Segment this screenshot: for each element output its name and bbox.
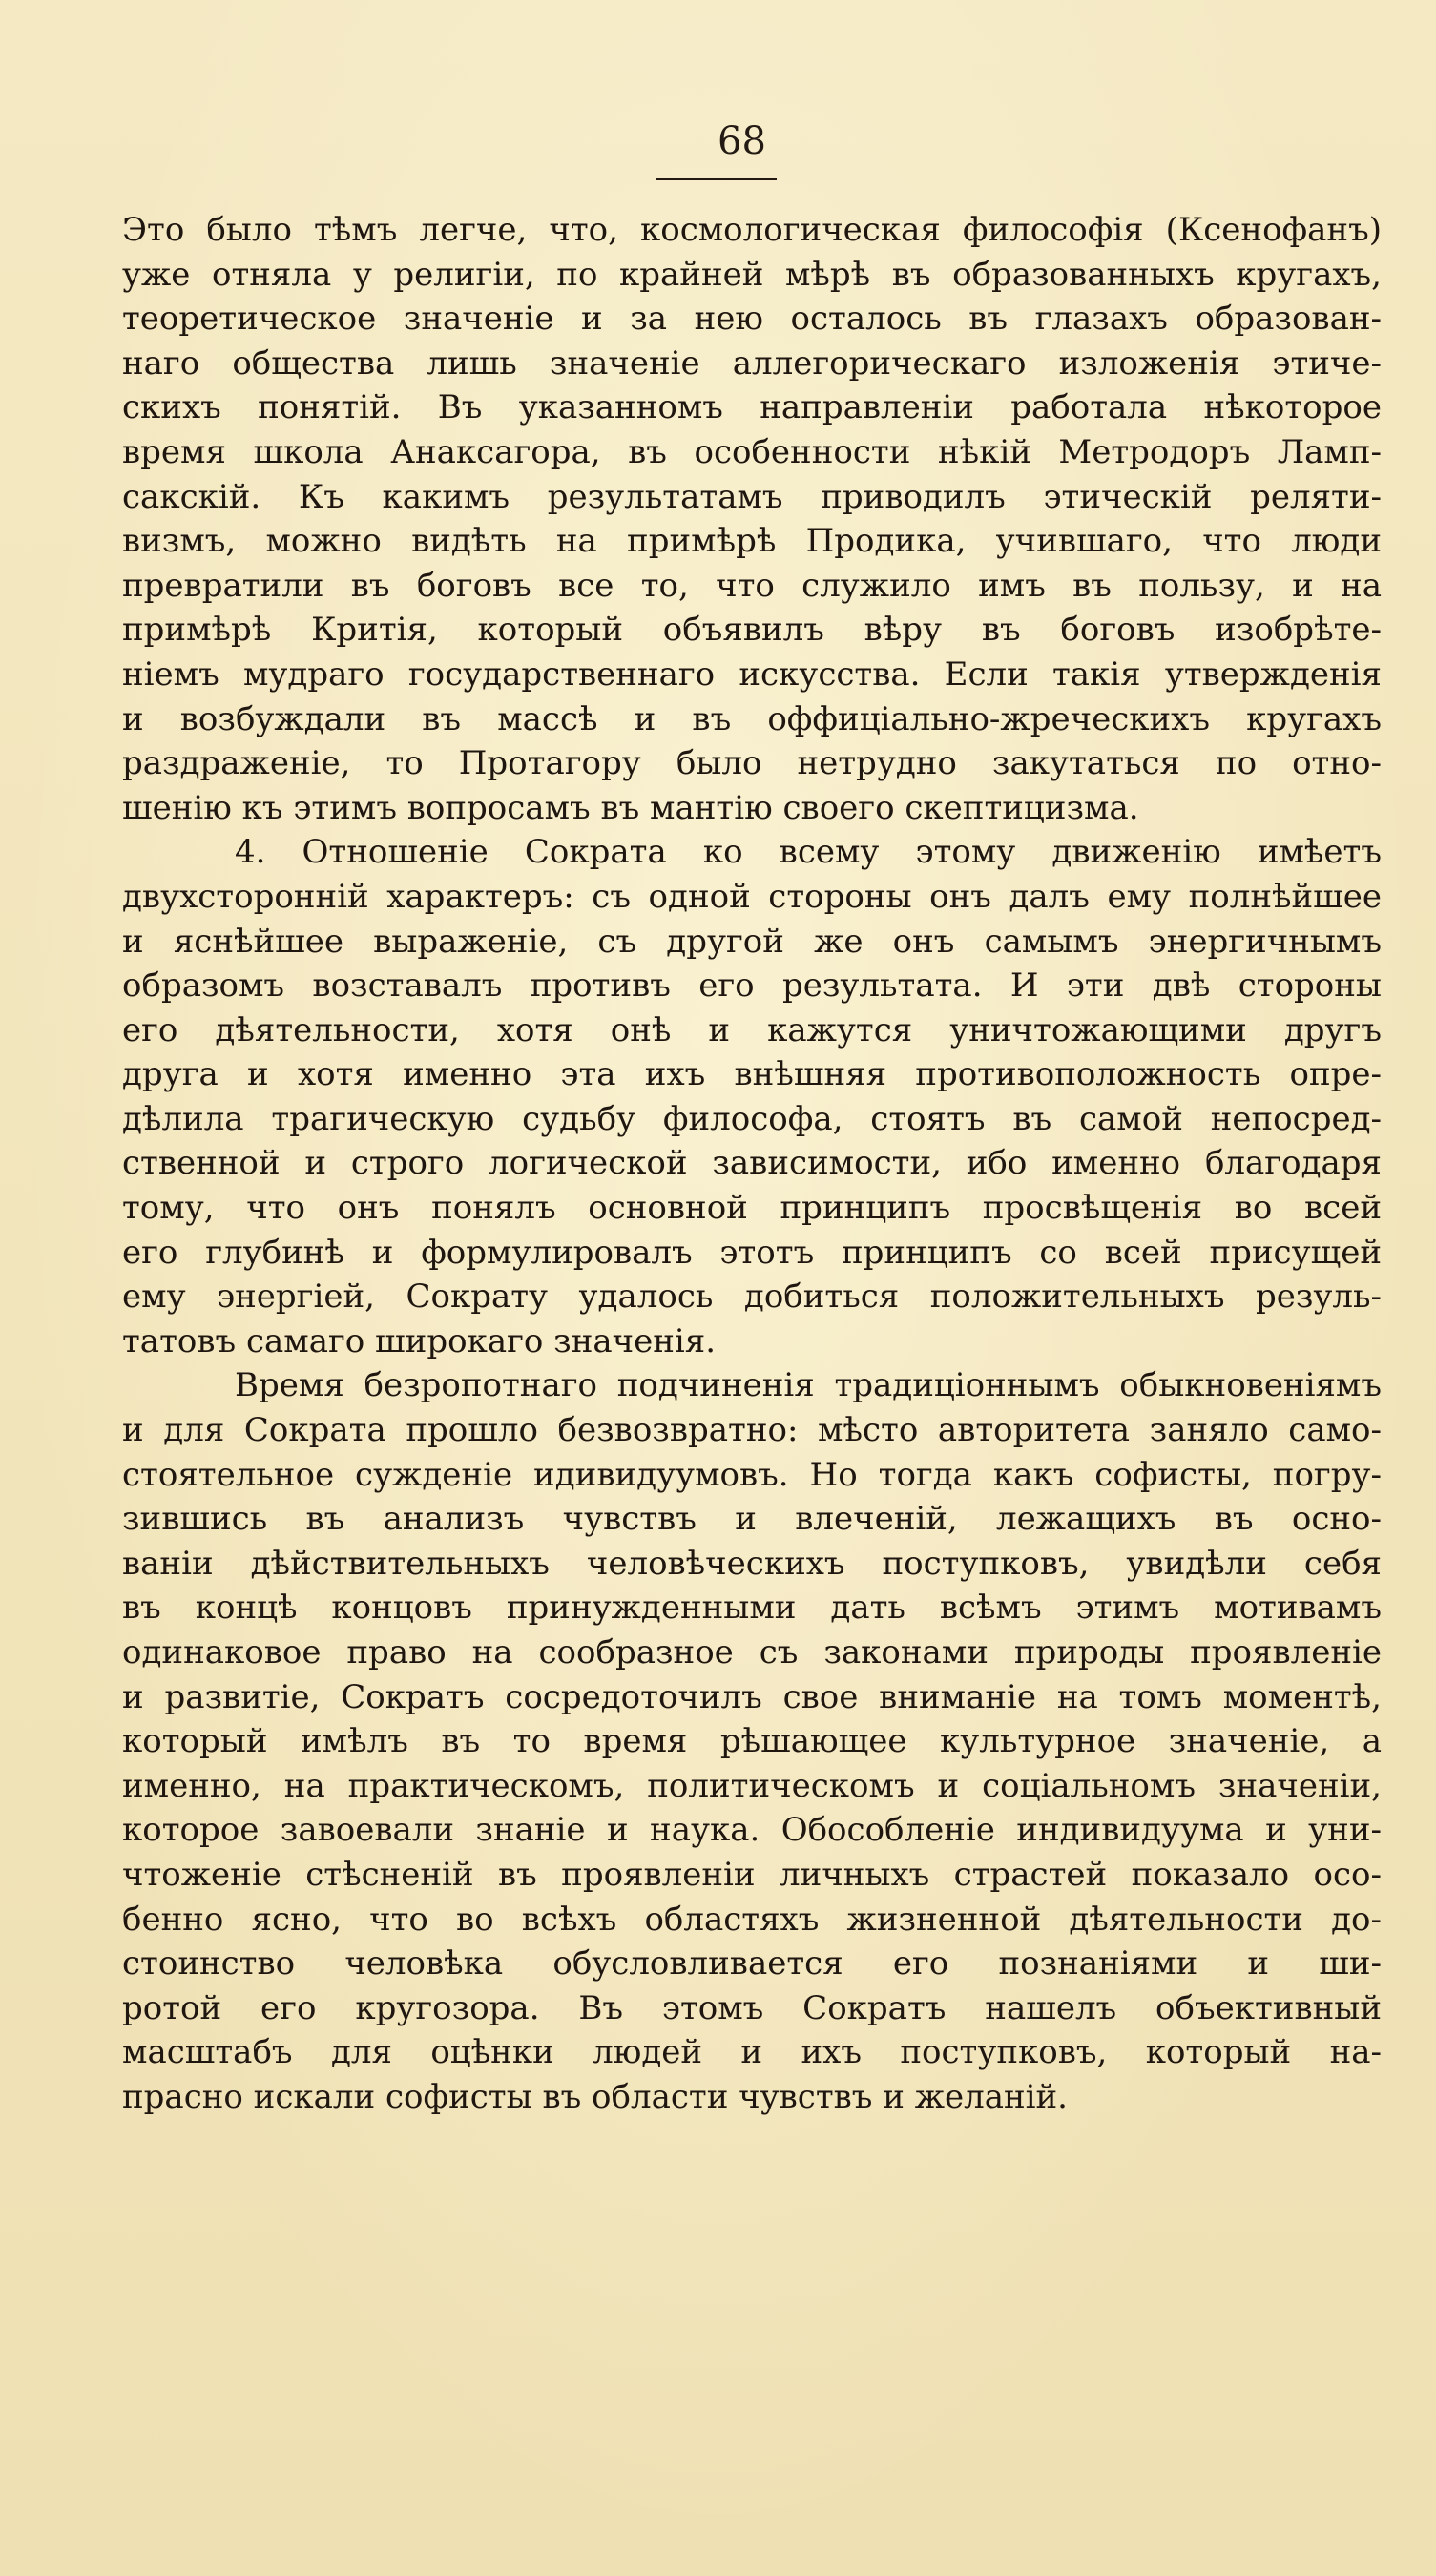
text-line: сакскій. Къ какимъ результатамъ приводилъ этическій реляти- [122, 477, 1382, 516]
text-line: превратили въ боговъ все то, что служило имъ въ пользу, и на [122, 566, 1382, 605]
paragraph-first-line: Время безропотнаго подчиненія традиціоннымъ обыкновеніямъ [235, 1366, 1382, 1405]
text-line: время школа Анаксагора, въ особенности нѣкій Метродоръ Ламп- [122, 432, 1382, 471]
text-line: масштабъ для оцѣнки людей и ихъ поступковъ, который на- [122, 2033, 1382, 2072]
body-text [122, 208, 1382, 2120]
text-line: чтоженіе стѣсненій въ проявленіи личныхъ страстей показало осо- [122, 1855, 1382, 1894]
text-line: дѣлила трагическую судьбу философа, стоятъ въ самой непосред- [122, 1099, 1382, 1138]
text-line: который имѣлъ въ то время рѣшающее культурное значеніе, а [122, 1722, 1382, 1761]
text-line: татовъ самаго широкаго значенія. [122, 1321, 717, 1361]
text-line: друга и хотя именно эта ихъ внѣшняя противоположность опре- [122, 1055, 1382, 1094]
text-line: шенію къ этимъ вопросамъ въ мантію своего скептицизма. [122, 788, 1139, 827]
text-line: прасно искали софисты въ области чувствъ и желаній. [122, 2077, 1068, 2116]
text-line: въ концѣ концовъ принужденными дать всѣмъ этимъ мотивамъ [122, 1589, 1382, 1628]
text-line: Это было тѣмъ легче, что, космологическая философія (Ксенофанъ) [122, 211, 1382, 249]
text-line: и развитіе, Сократъ сосредоточилъ свое вниманіе на томъ моментѣ, [122, 1677, 1382, 1716]
text-line: раздраженіе, то Протагору было нетрудно закутаться по отно- [122, 744, 1382, 783]
text-line: одинаковое право на сообразное съ законами природы проявленіе [122, 1633, 1382, 1672]
text-line: ственной и строго логической зависимости, ибо именно благодаря [122, 1144, 1382, 1183]
text-line: образомъ возставалъ противъ его результата. И эти двѣ стороны [122, 966, 1382, 1006]
text-line: уже отняла у религіи, по крайней мѣрѣ въ образованныхъ кругахъ, [122, 255, 1382, 294]
page-number: 68 [718, 119, 766, 163]
text-line: и возбуждали въ массѣ и въ оффиціально-жреческихъ кругахъ [122, 699, 1382, 738]
text-line: ніемъ мудраго государственнаго искусства. Если такія утвержденія [122, 654, 1382, 694]
page-number-rule [656, 178, 777, 180]
text-line: его глубинѣ и формулировалъ этотъ принципъ со всей присущей [122, 1233, 1382, 1272]
text-line: стоятельное сужденіе идивидуумовъ. Но тогда какъ софисты, погру- [122, 1455, 1382, 1494]
text-line: и для Сократа прошло безвозвратно: мѣсто авторитета заняло само- [122, 1411, 1382, 1450]
text-line: бенно ясно, что во всѣхъ областяхъ жизненной дѣятельности до- [122, 1900, 1382, 1939]
text-line: и яснѣйшее выраженіе, съ другой же онъ самымъ энергичнымъ [122, 922, 1382, 961]
text-line: которое завоевали знаніе и наука. Обособленіе индивидуума и уни- [122, 1811, 1382, 1850]
text-line: скихъ понятій. Въ указанномъ направленіи работала нѣкоторое [122, 388, 1382, 427]
text-line: ваніи дѣйствительныхъ человѣческихъ поступковъ, увидѣли себя [122, 1544, 1382, 1583]
text-line: ротой его кругозора. Въ этомъ Сократъ нашелъ объективный [122, 1988, 1382, 2027]
text-line: наго общества лишь значеніе аллегорическаго изложенія этиче- [122, 343, 1382, 383]
text-line: двухсторонній характеръ: съ одной стороны онъ далъ ему полнѣйшее [122, 877, 1382, 916]
text-line: тому, что онъ понялъ основной принципъ просвѣщенія во всей [122, 1189, 1382, 1228]
text-line: его дѣятельности, хотя онѣ и кажутся уничтожающими другъ [122, 1010, 1382, 1049]
text-line: ему энергіей, Сократу удалось добиться положительныхъ резуль- [122, 1278, 1382, 1317]
text-line: визмъ, можно видѣть на примѣрѣ Продика, учившаго, что люди [122, 522, 1382, 561]
paragraph-first-line: 4. Отношеніе Сократа ко всему этому движенію имѣетъ [235, 833, 1382, 872]
text-line: зившись въ анализъ чувствъ и влеченій, лежащихъ въ осно- [122, 1500, 1382, 1539]
text-line: примѣрѣ Критія, который объявилъ вѣру въ боговъ изобрѣте- [122, 611, 1382, 650]
text-line: теоретическое значеніе и за нею осталось въ глазахъ образован- [122, 300, 1382, 339]
text-line: именно, на практическомъ, политическомъ и соціальномъ значеніи, [122, 1766, 1382, 1805]
text-line: стоинство человѣка обусловливается его познаніями и ши- [122, 1944, 1382, 1984]
